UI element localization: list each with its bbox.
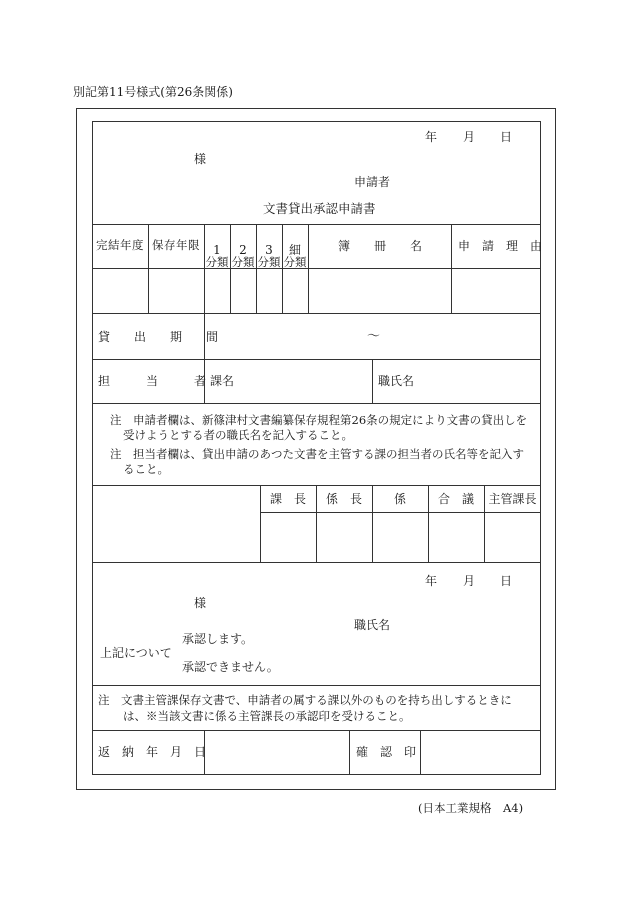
confirm-seal-label: 確 認 印 bbox=[356, 745, 417, 759]
confirm-seal-cell[interactable] bbox=[421, 731, 540, 774]
note1-line1: 注 申請者欄は、新篠津村文書編纂保存規程第26条の規定により文書の貸出しを bbox=[110, 413, 528, 427]
bottom-addressee-suffix: 様 bbox=[194, 596, 207, 610]
bottom-position-name: 職氏名 bbox=[354, 618, 391, 632]
approval-section-chief: 課 長 bbox=[269, 492, 306, 506]
note3-line1: 注 文書主管課保存文書で、申請者の属する課以外のものを持ち出しするときに bbox=[98, 693, 512, 707]
section-label: 課名 bbox=[210, 374, 235, 388]
cell-completion-year[interactable] bbox=[93, 269, 148, 312]
date-day: 日 bbox=[500, 130, 513, 144]
col-cat3-label: 分類 bbox=[257, 255, 281, 269]
col-completion-year: 完結年度 bbox=[96, 238, 144, 252]
cell-register-name[interactable] bbox=[309, 269, 451, 312]
regarding-text: 上記について bbox=[100, 646, 172, 660]
approval-consultation: 合 議 bbox=[437, 492, 474, 506]
note3-line2: は、※当該文書に係る主管課長の承認印を受けること。 bbox=[123, 709, 411, 723]
form-title: 文書貸出承認申請書 bbox=[263, 201, 376, 216]
cell-reason[interactable] bbox=[452, 269, 540, 312]
return-date-label: 返 納 年 月 日 bbox=[98, 745, 207, 759]
loan-period-label: 貸 出 期 間 bbox=[98, 330, 219, 344]
form-heading: 別記第11号様式(第26条関係) bbox=[73, 85, 233, 99]
col-retention-years: 保存年限 bbox=[152, 238, 200, 252]
approval-supervising-chief: 主管課長 bbox=[488, 492, 537, 506]
loan-period-tilde: ～ bbox=[367, 329, 381, 344]
date-month: 月 bbox=[463, 130, 476, 144]
approval-subsection-chief: 係 長 bbox=[325, 492, 362, 506]
return-date-cell[interactable] bbox=[205, 731, 349, 774]
col-cat2-num: 2 bbox=[239, 243, 247, 257]
col-fine-label: 分類 bbox=[283, 255, 307, 269]
note1-line2: 受けようとする者の職氏名を記入すること。 bbox=[123, 428, 353, 442]
bottom-date-month: 月 bbox=[463, 574, 476, 588]
col-fine-top: 細 bbox=[288, 243, 301, 257]
seal-cell-section-chief[interactable] bbox=[261, 513, 316, 561]
not-approve-text: 承認できません。 bbox=[182, 660, 279, 674]
seal-cell-consultation[interactable] bbox=[429, 513, 484, 561]
form-footer: (日本工業規格 A4) bbox=[418, 801, 524, 815]
position-name-label: 職氏名 bbox=[378, 374, 415, 388]
seal-cell-subsection-chief[interactable] bbox=[317, 513, 372, 561]
col-cat2-label: 分類 bbox=[231, 255, 255, 269]
seal-cell-supervising-chief[interactable] bbox=[485, 513, 540, 561]
col-register-name: 簿 冊 名 bbox=[338, 239, 423, 253]
note2-line2: ること。 bbox=[123, 462, 169, 476]
col-cat1-num: 1 bbox=[213, 243, 221, 257]
cell-retention-years[interactable] bbox=[149, 269, 204, 312]
col-cat1-label: 分類 bbox=[205, 255, 229, 269]
seal-cell-staff[interactable] bbox=[373, 513, 428, 561]
col-reason: 申 請 理 由 bbox=[458, 239, 543, 253]
date-year: 年 bbox=[425, 130, 438, 144]
approval-staff: 係 bbox=[393, 492, 406, 506]
col-cat3-num: 3 bbox=[265, 243, 273, 257]
note2-line1: 注 担当者欄は、貸出申請のあつた文書を主管する課の担当者の氏名等を記入す bbox=[110, 447, 524, 461]
bottom-date-day: 日 bbox=[500, 574, 513, 588]
applicant-label: 申請者 bbox=[354, 175, 391, 189]
person-in-charge-label: 担 当 者 bbox=[98, 374, 207, 388]
addressee-suffix: 様 bbox=[194, 152, 207, 166]
approve-text: 承認します。 bbox=[182, 632, 254, 646]
bottom-date-year: 年 bbox=[425, 574, 438, 588]
